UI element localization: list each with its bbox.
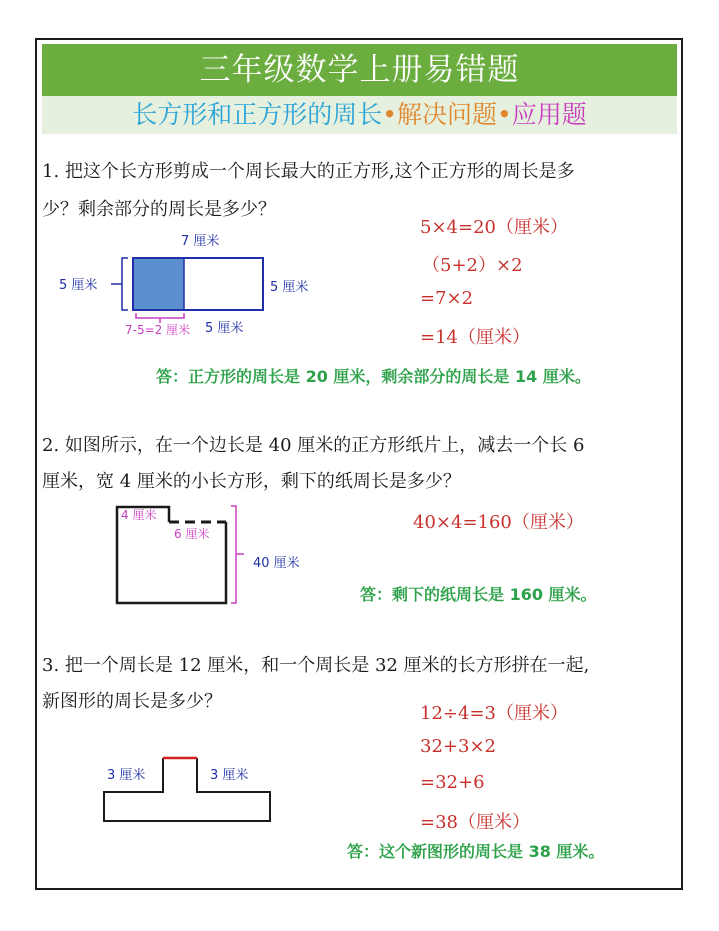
problem-3-calc-line-4: =38（厘米） — [420, 812, 530, 833]
problem-2-answer: 答：剩下的纸周长是 160 厘米。 — [360, 585, 597, 604]
problem-2-question-line-1: 2. 如图所示，在一个边长是 40 厘米的正方形纸片上，减去一个长 6 — [42, 435, 585, 456]
figure-3-right-label: 3 厘米 — [210, 768, 249, 783]
page-title: 三年级数学上册易错题 — [42, 44, 677, 96]
subtitle-type: 应用题 — [511, 100, 587, 129]
problem-1-answer: 答：正方形的周长是 20 厘米，剩余部分的周长是 14 厘米。 — [156, 367, 591, 386]
subtitle-topic: 长方形和正方形的周长 — [132, 100, 383, 129]
problem-1-question-line-2: 少？剩余部分的周长是多少？ — [42, 199, 276, 220]
problem-1-calc-line-4: =14（厘米） — [420, 327, 530, 348]
figure-2-notch-width-label: 6 厘米 — [174, 527, 210, 541]
problem-3-calc-line-2: 32+3×2 — [420, 736, 496, 757]
problem-1-calc-line-3: =7×2 — [420, 288, 474, 309]
figure-2-side-label: 40 厘米 — [253, 556, 300, 571]
subtitle-separator: • — [497, 100, 512, 129]
problem-2-calc-line-1: 40×4=160（厘米） — [413, 512, 584, 533]
figure-1-diff-label: 7-5=2 厘米 — [125, 323, 191, 337]
problem-3-calc-line-1: 12÷4=3（厘米） — [420, 703, 568, 724]
subtitle-separator: • — [382, 100, 397, 129]
problem-1-calc-line-1: 5×4=20（厘米） — [420, 217, 568, 238]
problem-3-calc-line-3: =32+6 — [420, 772, 485, 793]
problem-3-question-line-2: 新图形的周长是多少？ — [42, 691, 222, 712]
figure-3-left-label: 3 厘米 — [107, 768, 146, 783]
subtitle-category: 解决问题 — [396, 100, 497, 129]
figure-1-top-label: 7 厘米 — [181, 234, 220, 249]
problem-3-question-line-1: 3. 把一个周长是 12 厘米，和一个周长是 32 厘米的长方形拼在一起, — [42, 655, 590, 676]
problem-1-question-line-1: 1. 把这个长方形剪成一个周长最大的正方形,这个正方形的周长是多 — [42, 161, 575, 182]
problem-3-answer: 答：这个新图形的周长是 38 厘米。 — [347, 842, 605, 861]
problem-2-question-line-2: 厘米，宽 4 厘米的小长方形，剩下的纸周长是多少？ — [42, 471, 461, 492]
figure-1-bottom-label: 5 厘米 — [205, 321, 244, 336]
figure-1-right-label: 5 厘米 — [270, 280, 309, 295]
figure-1-left-label: 5 厘米 — [59, 278, 98, 293]
figure-2-notch-height-label: 4 厘米 — [121, 508, 157, 522]
problem-1-calc-line-2: （5+2）×2 — [422, 255, 523, 276]
